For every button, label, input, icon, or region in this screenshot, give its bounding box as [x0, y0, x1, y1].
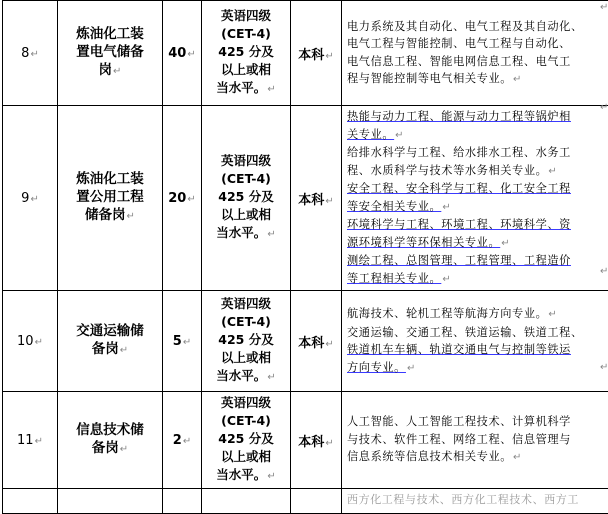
headcount-cell: 2↵ — [163, 392, 202, 489]
row-number-cell: 10↵ — [3, 291, 58, 392]
degree-cell — [291, 489, 342, 514]
majors-cell: 人工智能、人工智能工程技术、计算机科学 与技术、软件工程、网络工程、信息管理与 信息系统等信息技术相关专业。↵ — [342, 392, 608, 489]
majors-cell: 电力系统及其自动化、电气工程及其自动化、 电气工程与智能控制、电气工程与自动化、 电气信息工程、智能电网信息工程、电气工 程与智能控制等电气相关专业。↵ — [342, 1, 608, 106]
row-number-cell: 11↵ — [3, 392, 58, 489]
degree-cell: 本科↵ — [291, 392, 342, 489]
table-row — [3, 392, 608, 489]
row-end-mark: ↵ — [600, 2, 608, 13]
row-end-mark: ↵ — [600, 266, 608, 277]
english-requirement-cell: 英语四级 (CET-4) 425 分及 以上或相 当水平。↵ — [202, 291, 291, 392]
row-number-cell — [3, 489, 58, 514]
post-name-cell — [58, 489, 163, 514]
headcount-cell: 40↵ — [163, 1, 202, 106]
row-number-cell: 8↵ — [3, 1, 58, 106]
post-name-cell: 炼油化工装 置电气储备 岗↵ — [58, 1, 163, 106]
table-row — [3, 291, 608, 392]
english-requirement-cell: 英语四级 (CET-4) 425 分及 以上或相 当水平。↵ — [202, 106, 291, 291]
table-row — [3, 489, 608, 514]
headcount-cell: 5↵ — [163, 291, 202, 392]
english-requirement-cell: 英语四级 (CET-4) 425 分及 以上或相 当水平。↵ — [202, 1, 291, 106]
table-row — [3, 1, 608, 106]
job-table — [2, 0, 608, 514]
majors-cell: 西方化工程与技术、西方化工程技术、西方工 — [342, 489, 608, 514]
majors-cell: 热能与动力工程、能源与动力工程等锅炉相 关专业。↵ 给排水科学与工程、给水排水工程、水务工 程、水质科学与技术等水务相关专业。↵ 安全工程、安全科学与工程、化工安全工程 等安全相关专业。↵ 环境科学与工程、环境工程、环境科学、资 源环境科学等环保相关专业。↵ 测绘工程、总图管理、工程管理、工程造价 等工程相关专业。↵ — [342, 106, 608, 291]
headcount-cell: 20↵ — [163, 106, 202, 291]
row-number-cell: 9↵ — [3, 106, 58, 291]
english-requirement-cell — [202, 489, 291, 514]
majors-cell: 航海技术、轮机工程等航海方向专业。↵ 交通运输、交通工程、铁道运输、铁道工程、 铁道机车车辆、轨道交通电气与控制等铁运 方向专业。↵ — [342, 291, 608, 392]
degree-cell: 本科↵ — [291, 291, 342, 392]
table-row — [3, 106, 608, 291]
post-name-cell: 炼油化工装 置公用工程 储备岗↵ — [58, 106, 163, 291]
degree-cell: 本科↵ — [291, 106, 342, 291]
row-end-mark: ↵ — [600, 102, 608, 113]
post-name-cell: 信息技术储 备岗↵ — [58, 392, 163, 489]
row-end-mark: ↵ — [600, 362, 608, 373]
degree-cell: 本科↵ — [291, 1, 342, 106]
post-name-cell: 交通运输储 备岗↵ — [58, 291, 163, 392]
headcount-cell — [163, 489, 202, 514]
english-requirement-cell: 英语四级 (CET-4) 425 分及 以上或相 当水平。↵ — [202, 392, 291, 489]
